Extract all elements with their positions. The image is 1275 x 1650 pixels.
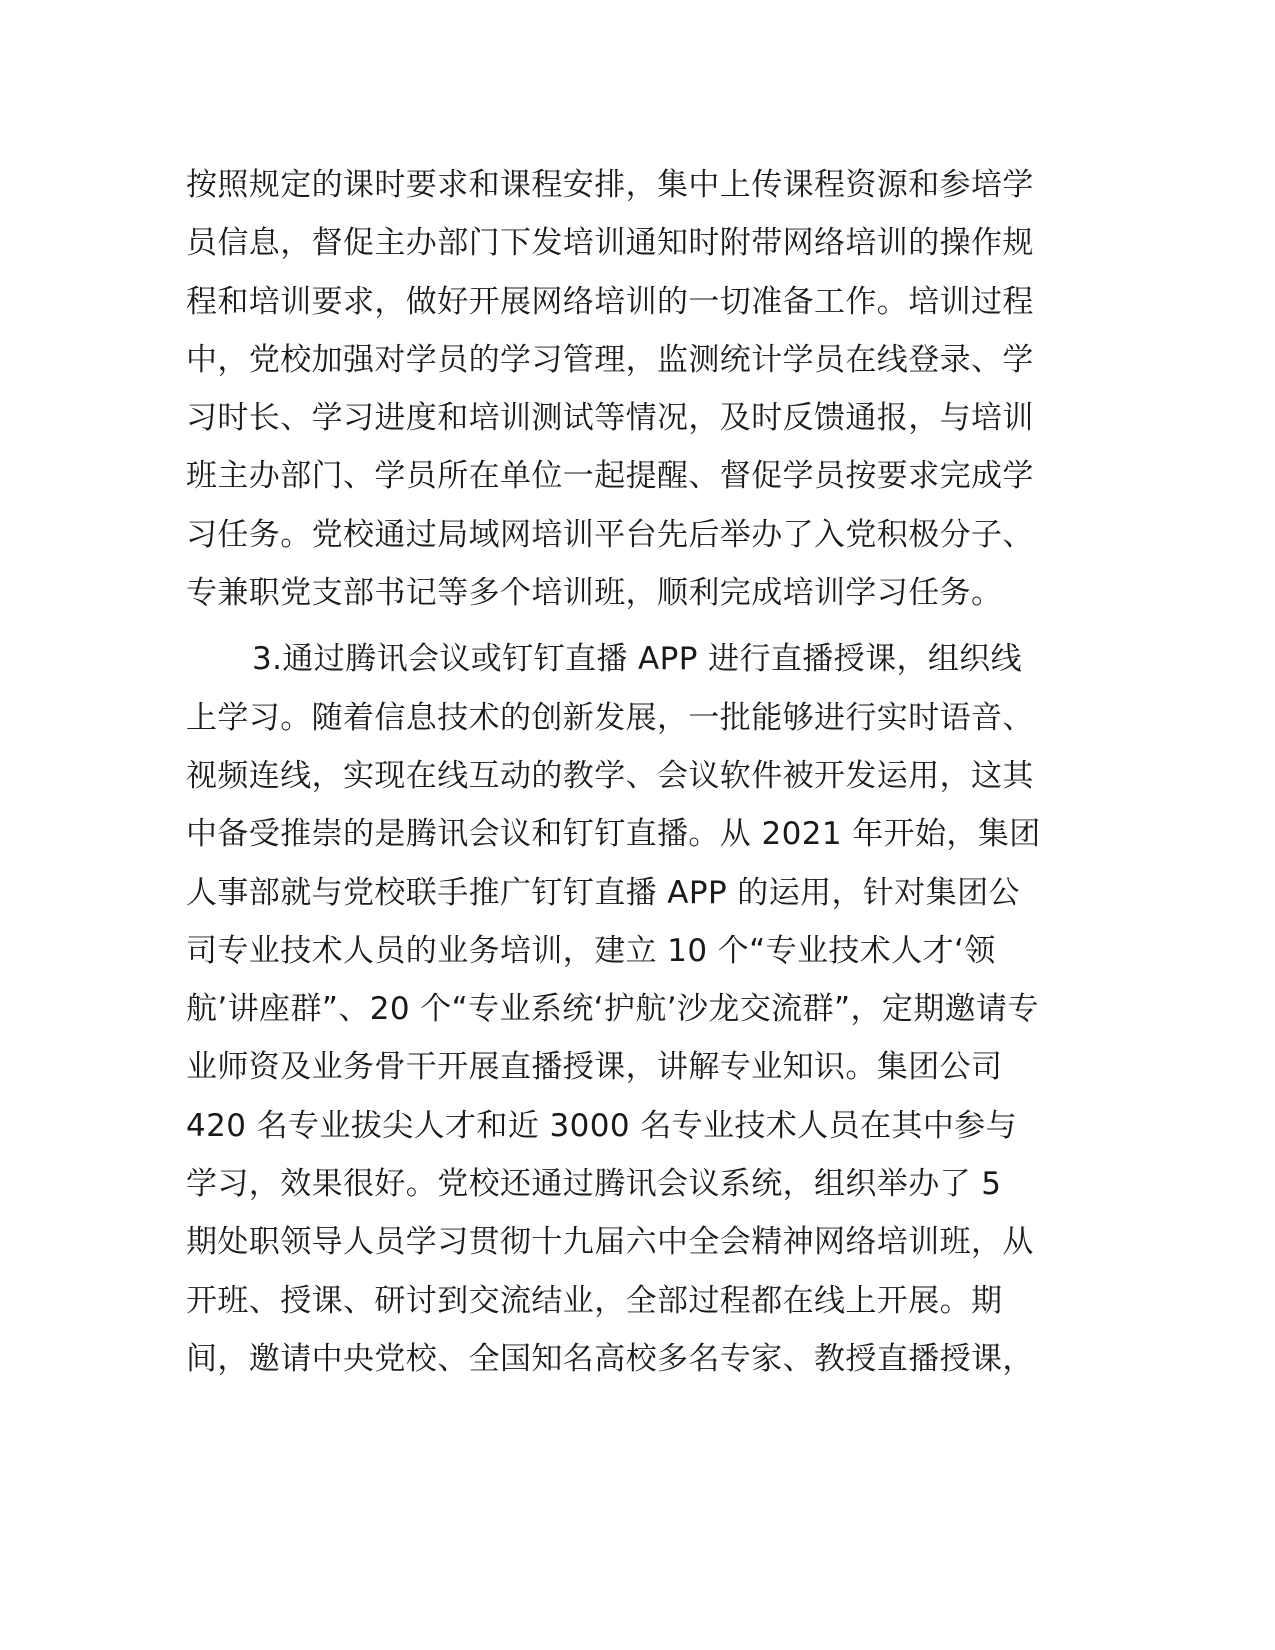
text-line: 习任务。党校通过局域网培训平台先后举办了入党积极分子、: [186, 516, 1034, 553]
paragraph-2: [186, 630, 1086, 1388]
text-line: 人事部就与党校联手推广钉钉直播 APP 的运用，针对集团公: [186, 874, 1020, 911]
text-line: 习时长、学习进度和培训测试等情况，及时反馈通报，与培训: [186, 400, 1034, 437]
text-line: 航’讲座群”、20 个“专业系统‘护航’沙龙交流群”，定期邀请专: [186, 991, 1039, 1028]
text-line: 司专业技术人员的业务培训，建立 10 个“专业技术人才‘领: [186, 932, 996, 969]
text-line: 程和培训要求，做好开展网络培训的一切准备工作。培训过程: [186, 283, 1034, 320]
text-line: 专兼职党支部书记等多个培训班，顺利完成培训学习任务。: [186, 575, 1003, 612]
text-line: 间，邀请中央党校、全国知名高校多名专家、教授直播授课，: [186, 1340, 1034, 1377]
text-line: 班主办部门、学员所在单位一起提醒、督促学员按要求完成学: [186, 458, 1034, 495]
text-line: 开班、授课、研讨到交流结业，全部过程都在线上开展。期: [186, 1282, 1003, 1319]
paragraph-1: [186, 156, 1086, 622]
text-line: 学习，效果很好。党校还通过腾讯会议系统，组织举办了 5: [186, 1166, 1002, 1203]
text-line: 员信息，督促主办部门下发培训通知时附带网络培训的操作规: [186, 225, 1034, 262]
text-line: 420 名专业拔尖人才和近 3000 名专业技术人员在其中参与: [186, 1107, 1018, 1144]
body-text: [186, 156, 1086, 1388]
text-line: 业师资及业务骨干开展直播授课，讲解专业知识。集团公司: [186, 1049, 1003, 1086]
text-line: 视频连线，实现在线互动的教学、会议软件被开发运用，这其: [186, 757, 1034, 794]
text-line: 3.通过腾讯会议或钉钉直播 APP 进行直播授课，组织线: [252, 641, 1023, 678]
text-line: 上学习。随着信息技术的创新发展，一批能够进行实时语音、: [186, 699, 1034, 736]
text-line: 期处职领导人员学习贯彻十九届六中全会精神网络培训班，从: [186, 1224, 1034, 1261]
text-line: 按照规定的课时要求和课程安排，集中上传课程资源和参培学: [186, 167, 1034, 203]
text-line: 中，党校加强对学员的学习管理，监测统计学员在线登录、学: [186, 341, 1034, 378]
text-line: 中备受推崇的是腾讯会议和钉钉直播。从 2021 年开始，集团: [186, 816, 1041, 853]
paragraph-spacer: [186, 622, 1086, 630]
